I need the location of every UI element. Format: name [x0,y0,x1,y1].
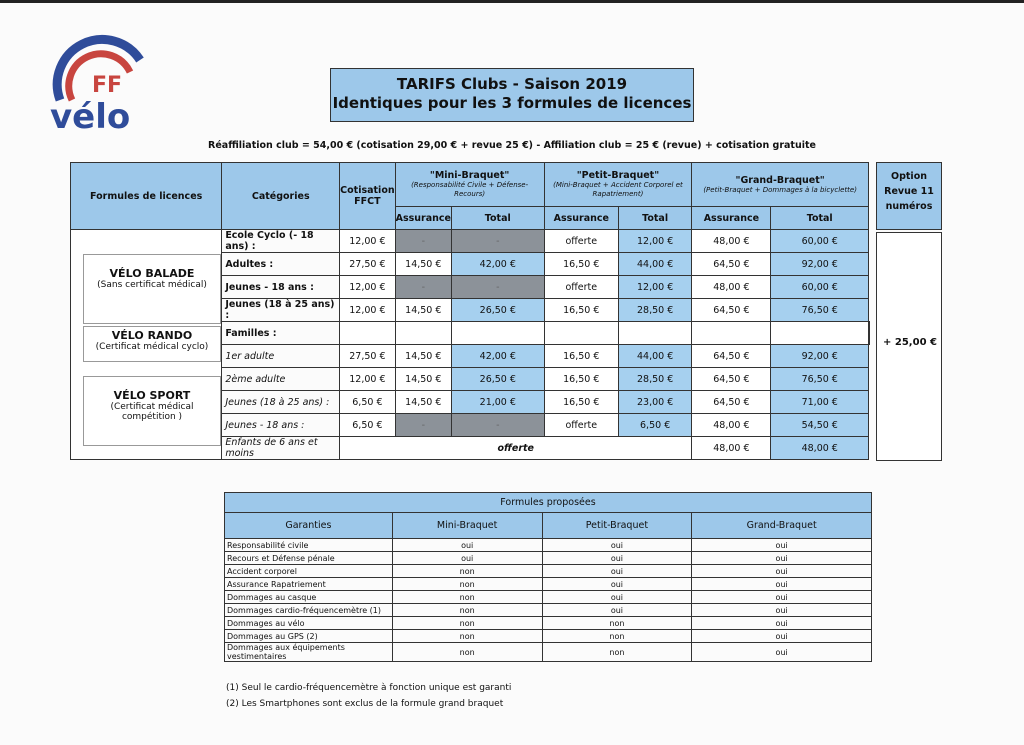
header-petit-braquet: "Petit-Braquet" (Mini-Braquet + Accident Corporel et Rapatriement) [544,163,692,207]
mini-cell: non [392,604,542,617]
header-total: Total [771,207,869,230]
petit-assurance-cell: 16,50 € [544,345,618,368]
cotisation-cell: 12,00 € [340,299,395,322]
mini-cell: non [392,565,542,578]
grand-total-cell: 60,00 € [771,230,869,253]
mini-assurance-cell: 14,50 € [395,299,451,322]
garantie-row [225,565,872,578]
petit-cell: oui [542,565,692,578]
garantie-cell: Responsabilité civile [225,539,393,552]
grand-assurance-cell: 64,50 € [692,299,771,322]
grand-cell: oui [692,591,872,604]
title-line1: TARIFS Clubs - Saison 2019 [396,75,628,93]
scan-edge [0,0,1024,3]
cotisation-cell: 27,50 € [340,345,395,368]
formule-box [83,326,221,362]
grand-assurance-cell: 48,00 € [692,276,771,299]
petit-cell: oui [542,552,692,565]
title-line2: Identiques pour les 3 formules de licences [332,94,692,112]
petit-total-cell: 28,50 € [618,299,691,322]
mini-total-cell: 42,00 € [451,345,544,368]
logo-ff: FF [92,73,123,98]
petit-total-cell: 44,00 € [618,345,691,368]
mini-cell: non [392,630,542,643]
mini-assurance-cell: 14,50 € [395,345,451,368]
mini-cell: non [392,617,542,630]
formule-name: VÉLO RANDO [111,329,193,342]
mini-cell: oui [392,539,542,552]
formule-name: VÉLO BALADE [109,267,195,280]
cotisation-cell: 6,50 € [340,414,395,437]
grand-cell: oui [692,578,872,591]
header-total: Total [451,207,544,230]
category-cell: Jeunes - 18 ans : [222,276,340,299]
reaffiliation-text: Réaffiliation club = 54,00 € (cotisation 29,00 € + revue 25 €) - Affiliation club = 25 € (revue) + cotisation gratuite [208,140,816,151]
cotisation-cell: 12,00 € [340,276,395,299]
petit-total-cell: 12,00 € [618,276,691,299]
grand-total-cell: 76,50 € [771,368,869,391]
formules-table [224,492,872,662]
header-formules: Formules de licences [71,163,222,230]
petit-cell: non [542,630,692,643]
garantie-cell: Assurance Rapatriement [225,578,393,591]
garantie-cell: Dommages au casque [225,591,393,604]
petit-cell: oui [542,578,692,591]
header-assurance: Assurance [395,207,451,230]
grand-cell: oui [692,617,872,630]
grand-cell: oui [692,604,872,617]
tarif-row [71,230,870,253]
header-mini: Mini-Braquet [392,513,542,539]
mini-assurance-cell: 14,50 € [395,391,451,414]
footnote-2: (2) Les Smartphones sont exclus de la formule grand braquet [226,699,504,709]
garantie-row [225,578,872,591]
garantie-row [225,552,872,565]
category-cell: Jeunes - 18 ans : [222,414,340,437]
option-header: Option Revue 11 numéros [876,162,942,230]
empty-cell [451,322,544,345]
category-cell: 1er adulte [222,345,340,368]
petit-total-cell: 23,00 € [618,391,691,414]
grand-assurance-cell: 64,50 € [692,368,771,391]
grand-total-cell: 60,00 € [771,276,869,299]
mini-total-cell: 26,50 € [451,368,544,391]
mini-total-cell: - [451,414,544,437]
category-cell: Familles : [222,322,340,345]
header-categories: Catégories [222,163,340,230]
footnotes [226,680,511,712]
formule-name: VÉLO SPORT [113,389,191,402]
header-mini-braquet: "Mini-Braquet" (Responsabilité Civile + Défense-Recours) [395,163,544,207]
empty-cell [618,322,691,345]
garantie-row [225,630,872,643]
cotisation-cell: 6,50 € [340,391,395,414]
grand-total-cell: 71,00 € [771,391,869,414]
grand-cell: oui [692,539,872,552]
formule-box [83,376,221,446]
petit-total-cell: 44,00 € [618,253,691,276]
mini-total-cell: 42,00 € [451,253,544,276]
header-grand: Grand-Braquet [692,513,872,539]
grand-assurance-cell: 48,00 € [692,230,771,253]
title-box [330,68,694,122]
empty-cell [771,322,869,345]
empty-cell [340,322,395,345]
mini-cell: non [392,591,542,604]
grand-total-cell: 92,00 € [771,253,869,276]
garantie-cell: Dommages cardio-fréquencemètre (1) [225,604,393,617]
petit-total-cell: 12,00 € [618,230,691,253]
garantie-row [225,643,872,662]
garantie-cell: Recours et Défense pénale [225,552,393,565]
grand-total-cell: 92,00 € [771,345,869,368]
category-cell: Jeunes (18 à 25 ans) : [222,391,340,414]
formules-title: Formules proposées [225,493,872,513]
header-garanties: Garanties [225,513,393,539]
mini-assurance-cell: - [395,414,451,437]
mini-cell: non [392,643,542,662]
petit-total-cell: 28,50 € [618,368,691,391]
formule-sub: (Certificat médical compétition ) [110,402,194,422]
logo-velo: vélo [50,97,131,137]
petit-cell: oui [542,591,692,604]
empty-cell [692,322,771,345]
header-total: Total [618,207,691,230]
formule-box [83,254,221,324]
grand-cell: oui [692,552,872,565]
mini-total-cell: - [451,230,544,253]
empty-cell [395,322,451,345]
mini-cell: oui [392,552,542,565]
header-grand-braquet: "Grand-Braquet" (Petit-Braquet + Dommages à la bicyclette) [692,163,869,207]
garantie-row [225,591,872,604]
petit-assurance-cell: 16,50 € [544,299,618,322]
formule-sub: (Certificat médical cyclo) [95,342,209,352]
petit-assurance-cell: offerte [544,230,618,253]
cotisation-cell: 12,00 € [340,368,395,391]
grand-total-cell: 54,50 € [771,414,869,437]
petit-assurance-cell: 16,50 € [544,253,618,276]
option-body [876,232,942,461]
option-value: + 25,00 € [883,337,937,348]
grand-assurance-cell: 64,50 € [692,391,771,414]
mini-assurance-cell: - [395,276,451,299]
petit-assurance-cell: 16,50 € [544,391,618,414]
grand-cell: oui [692,565,872,578]
header-assurance: Assurance [544,207,618,230]
category-cell: Ecole Cyclo (- 18 ans) : [222,230,340,253]
petit-cell: non [542,617,692,630]
petit-assurance-cell: offerte [544,414,618,437]
empty-cell [869,322,870,345]
mini-assurance-cell: - [395,230,451,253]
grand-assurance-cell: 48,00 € [692,414,771,437]
petit-total-cell: 6,50 € [618,414,691,437]
header-cotisation: Cotisation FFCT [340,163,395,230]
garantie-cell: Accident corporel [225,565,393,578]
garantie-cell: Dommages au GPS (2) [225,630,393,643]
garantie-cell: Dommages au vélo [225,617,393,630]
category-cell: Enfants de 6 ans et moins [222,437,340,460]
garantie-row [225,604,872,617]
mini-cell: non [392,578,542,591]
category-cell: Adultes : [222,253,340,276]
formules-cell [71,230,222,460]
grand-total-cell: 76,50 € [771,299,869,322]
garantie-cell: Dommages aux équipements vestimentaires [225,643,393,662]
cotisation-cell: 12,00 € [340,230,395,253]
formule-sub: (Sans certificat médical) [97,280,207,290]
empty-cell [544,322,618,345]
header-assurance: Assurance [692,207,771,230]
cotisation-cell: 27,50 € [340,253,395,276]
mini-total-cell: - [451,276,544,299]
garantie-row [225,617,872,630]
petit-cell: oui [542,604,692,617]
tarifs-table [70,162,870,460]
petit-assurance-cell: 16,50 € [544,368,618,391]
petit-cell: non [542,643,692,662]
category-cell: Jeunes (18 à 25 ans) : [222,299,340,322]
petit-assurance-cell: offerte [544,276,618,299]
grand-cell: oui [692,630,872,643]
mini-assurance-cell: 14,50 € [395,253,451,276]
grand-assurance-cell: 48,00 € [692,437,771,460]
mini-total-cell: 26,50 € [451,299,544,322]
grand-total-cell: 48,00 € [771,437,869,460]
offerte-cell: offerte [340,437,692,460]
mini-assurance-cell: 14,50 € [395,368,451,391]
ffvelo-logo [40,30,160,140]
footnote-1: (1) Seul le cardio-fréquencemètre à fonction unique est garanti [226,683,512,693]
header-petit: Petit-Braquet [542,513,692,539]
grand-assurance-cell: 64,50 € [692,345,771,368]
category-cell: 2ème adulte [222,368,340,391]
mini-total-cell: 21,00 € [451,391,544,414]
petit-cell: oui [542,539,692,552]
grand-cell: oui [692,643,872,662]
garantie-row [225,539,872,552]
grand-assurance-cell: 64,50 € [692,253,771,276]
